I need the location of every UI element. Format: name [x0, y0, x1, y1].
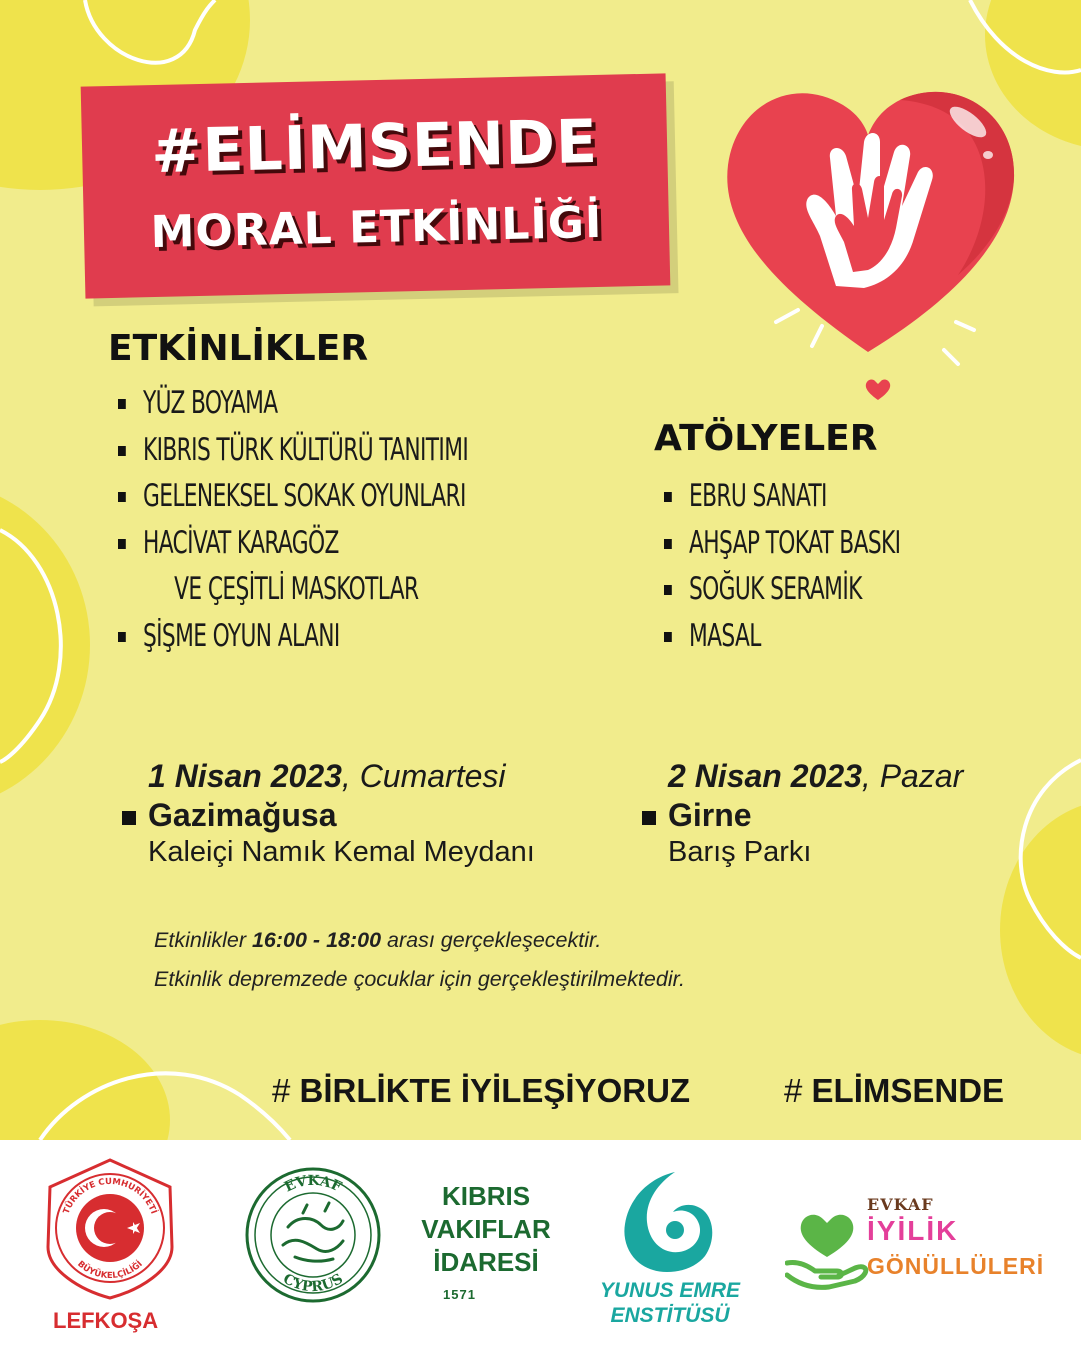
sponsor-footer: [0, 1140, 1081, 1351]
evkaf-year: 1571: [443, 1287, 476, 1302]
bullet-icon: [118, 632, 126, 642]
activity-label: YÜZ BOYAMA: [142, 385, 278, 421]
title-line-1: #ELİMSENDE: [150, 106, 599, 188]
list-item-continuation: [118, 566, 468, 613]
list-item: [118, 473, 468, 520]
note-time: 16:00 - 18:00: [251, 928, 382, 952]
activity-label: ŞİŞME OYUN ALANI: [142, 617, 340, 654]
iyilik-line-3: GÖNÜLLÜLERİ: [867, 1253, 1045, 1279]
bullet-icon: [664, 492, 672, 502]
activities-heading: ETKİNLİKLER: [108, 328, 369, 369]
bullet-icon: [122, 811, 136, 825]
workshop-label: EBRU SANATI: [688, 478, 827, 514]
hashtag-birlikte: [272, 1072, 690, 1110]
embassy-ring-bottom: BÜYÜKELÇİLİĞİ: [75, 1259, 145, 1282]
list-item: [118, 520, 468, 567]
list-item: [664, 473, 900, 520]
workshop-label: SOĞUK SERAMİK: [688, 571, 862, 608]
bullet-icon: [642, 811, 656, 825]
bullet-icon: [118, 399, 126, 409]
event-date: [148, 758, 535, 795]
embassy-logo: [30, 1152, 190, 1342]
event-date-value: 2 Nisan 2023: [668, 758, 862, 794]
bullet-icon: [118, 539, 126, 549]
list-item: [118, 427, 468, 474]
event-girne: [668, 758, 963, 869]
activity-label: VE ÇEŞİTLİ MASKOTLAR: [174, 571, 419, 608]
event-city: [148, 797, 535, 834]
evkaf-line-3: İDARESİ: [433, 1247, 539, 1277]
event-city-name: Girne: [668, 797, 752, 833]
event-place: Barış Parkı: [668, 836, 812, 868]
evkaf-text: [416, 1180, 556, 1279]
bullet-icon: [664, 585, 672, 595]
svg-text:EVKAF: [282, 1173, 344, 1196]
yunus-line-2: ENSTİTÜSÜ: [610, 1304, 730, 1327]
activity-label: KIBRIS TÜRK KÜLTÜRÜ TANITIMI: [142, 431, 469, 468]
activities-list: [118, 380, 567, 660]
workshops-list: [664, 473, 967, 659]
evkaf-line-2: VAKIFLAR: [421, 1214, 551, 1244]
workshops-heading: ATÖLYELER: [654, 418, 878, 459]
purpose-note: Etkinlik depremzede çocuklar için gerçekleştirilmektedir.: [154, 967, 685, 991]
event-gazimagusa: [148, 758, 535, 869]
evkaf-logo: [243, 1165, 563, 1325]
event-city: [668, 797, 963, 834]
embassy-ring-top: TÜRKİYE CUMHURİYETİ: [61, 1176, 159, 1216]
activity-label: HACİVAT KARAGÖZ: [142, 524, 339, 561]
event-day: , Pazar: [861, 758, 964, 794]
evkaf-seal-bottom: CYPRUS: [280, 1270, 346, 1296]
note-text: Etkinlikler: [154, 928, 252, 952]
evkaf-seal-top: EVKAF: [282, 1172, 344, 1196]
bullet-icon: [118, 446, 126, 456]
hashtag-elimsende: [784, 1072, 1004, 1110]
title-banner: [81, 73, 671, 298]
iyilik-line-2: İYİLİK: [867, 1215, 959, 1246]
hash-symbol: #: [272, 1072, 291, 1109]
heart-hands-icon: [785, 1205, 870, 1295]
heart-hand-icon: [718, 60, 1028, 400]
evkaf-line-1: KIBRIS: [441, 1181, 531, 1211]
iyilik-gonulluleri-logo: [785, 1195, 1055, 1305]
hashtag-text: BİRLİKTE İYİLEŞİYORUZ: [299, 1072, 691, 1109]
yunus-emre-logo: [585, 1168, 755, 1328]
yunus-text: [585, 1278, 755, 1328]
svg-text:CYPRUS: [280, 1271, 346, 1295]
event-day: , Cumartesi: [341, 758, 506, 794]
evkaf-seal-icon: [243, 1165, 383, 1305]
yunus-line-1: YUNUS EMRE: [599, 1279, 741, 1302]
turkish-flag-icon: [30, 1152, 190, 1302]
activity-label: GELENEKSEL SOKAK OYUNLARI: [142, 478, 466, 515]
hashtag-text: ELİMSENDE: [811, 1072, 1005, 1109]
bullet-icon: [664, 539, 672, 549]
list-item: [664, 613, 900, 660]
hash-symbol: #: [784, 1072, 803, 1109]
bullet-icon: [118, 492, 126, 502]
note-text: arası gerçekleşecektir.: [381, 928, 602, 952]
event-date-value: 1 Nisan 2023: [148, 758, 342, 794]
yunus-emre-swirl-icon: [617, 1168, 717, 1276]
workshop-label: AHŞAP TOKAT BASKI: [688, 524, 901, 561]
list-item: [118, 613, 468, 660]
iyilik-line-1: EVKAF: [867, 1195, 934, 1214]
time-note: [154, 928, 601, 953]
embassy-label: LEFKOŞA: [53, 1308, 159, 1333]
list-item: [118, 380, 468, 427]
event-city-name: Gazimağusa: [148, 797, 337, 833]
event-date: [668, 758, 963, 795]
event-place: Kaleiçi Namık Kemal Meydanı: [148, 836, 535, 868]
small-heart-icon: [863, 377, 893, 403]
title-line-2: MORAL ETKİNLİĞİ: [150, 196, 603, 259]
list-item: [664, 566, 900, 613]
bullet-icon: [664, 632, 672, 642]
list-item: [664, 520, 900, 567]
workshop-label: MASAL: [688, 617, 761, 654]
